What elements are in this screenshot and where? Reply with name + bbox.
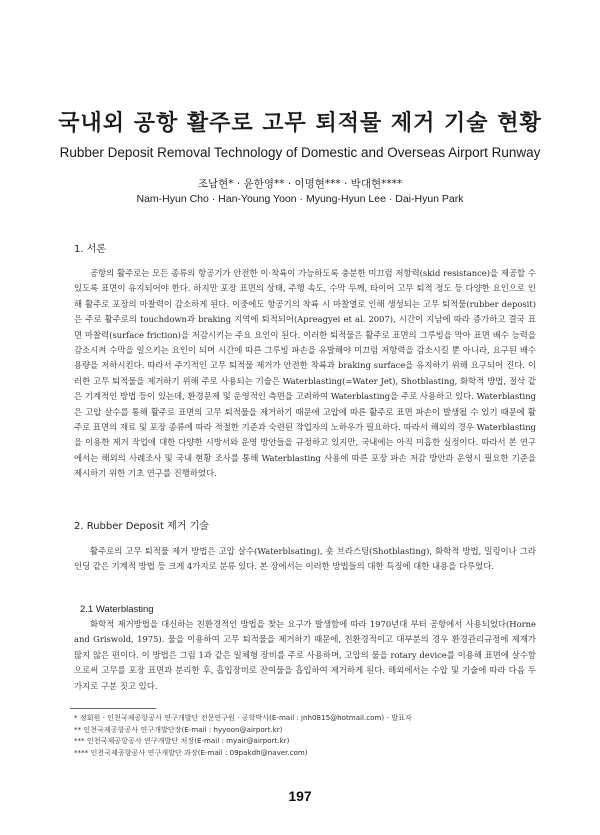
section-heading-rubber-removal: 2. Rubber Deposit 제거 기술 bbox=[74, 521, 209, 532]
footnote-4: **** 인천국제공항공사 연구개발단 과장(E-mail : 09pakdh@naver.com) bbox=[74, 747, 308, 757]
paper-title-english: Rubber Deposit Removal Technology of Domestic and Overseas Airport Runway bbox=[59, 145, 541, 160]
authors-english: Nam-Hyun Cho · Han-Young Yoon · Myung-Hyun Lee · Dai-Hyun Park bbox=[136, 193, 464, 205]
section-heading-introduction: 1. 서론 bbox=[74, 244, 107, 255]
footnotes bbox=[74, 712, 544, 758]
subsection-heading-waterblasting: 2.1 Waterblasting bbox=[80, 604, 154, 615]
waterblasting-paragraph: 화학적 제거방법을 대신하는 친환경적인 방법을 찾는 요구가 발생함에 따라 1970년대 부터 공항에서 사용되었다(Horne and Griswold, 1975). 물을 이용하여 고무 퇴적물을 제거하기 때문에, 친환경적이고 대부분의 경우 환경관리규정에 제재가 많지 않은 편이다. 이 방법은 그림 1과 같은 일체형 장비를 주로 사용하며, 고압의 물을 rotary device를 이용해 표면에 살수함으로써 고무를 포장 표면과 분리한 후, 흡입장비로 잔여물을 흡입하여 제거하게 된다. 해외에서는 수압 및 기술에 따라 다음 두 가지로 구분 짓고 있다. bbox=[74, 619, 536, 691]
footnote-1: * 정회원 · 인천국제공항공사 연구개발단 전문연구원 · 공학박사(E-mail : jnh0815@hotmail.com) - 발표자 bbox=[74, 713, 412, 722]
footnote-divider bbox=[70, 708, 156, 709]
introduction-paragraph: 공항의 활주로는 모든 종류의 항공기가 안전한 이·착륙이 가능하도록 충분한 미끄럼 저항력(skid resistance)을 제공할 수 있도록 표면이 유지되어야 한다. 하지만 포장 표면의 상태, 주행 속도, 수막 두께, 타이어 고무 퇴적 정도 등 다양한 요인으로 인해 활주로 포장의 마찰력이 감소하게 된다. 이중에도 항공기의 착륙 시 마찰열로 인해 생성되는 고무 퇴적물(rubber deposit)은 주로 활주로의 touchdown과 braking 지역에 퇴적되어(Apreagyei et al. 2007), 시간이 지남에 따라 증가하고 결국 표면 마찰력(surface friction)을 저감시키는 주요 요인이 된다. 이러한 퇴적물은 활주로 표면의 그루빙을 막아 표면 배수 능력을 감소시켜 수막을 일으키는 요인이 되며 시간에 따른 그루빙 파손을 유발해야 미끄럼 저항력을 감소시킬 뿐 아니라, 요구된 배수 용량을 저하시킨다. 따라서 주기적인 고무 퇴적물 제거가 안전한 착륙과 braking surface을 유지하기 위해 요구되어 진다. 이러한 고무 퇴적물을 제거하기 위해 주로 사용되는 기술은 Waterblasting(=Water Jet), Shotblasting, 화학적 방법, 절삭 같은 기계적인 방법 등이 있는데, 환경문제 및 운영적인 측면을 고려하여 Waterblasting을 주로 사용하고 있다. Waterblasting은 고압 살수를 통해 활주로 표면의 고무 퇴적물을 제거하기 때문에 고압에 따른 활주로 표면 파손이 발생될 수 있기 때문에 활주로 표면의 재료 및 포장 종류에 따라 적절한 기준과 숙련된 작업자의 노하우가 필요하다. 따라서 해외의 경우 Waterblasting을 이용한 제거 작업에 대한 다양한 시방서와 운영 방안들을 규정하고 있지만, 국내에는 아직 미흡한 실정이다. 따라서 본 연구에서는 해외의 사례조사 및 국내 현황 조사를 통해 Waterblasting 사용에 따른 포장 파손 저감 방안과 운영시 필요한 기준을 제시하기 위한 기초 연구를 진행하였다. bbox=[74, 268, 536, 479]
footnote-3: *** 인천국제공항공사 연구개발단 처장(E-mail : myair@airport.kr) bbox=[74, 736, 290, 746]
footnote-2: ** 인천국제공항공사 연구개발단장(E-mail : hyyoon@airport.kr) bbox=[74, 724, 283, 734]
authors-korean: 조남현* · 윤한영** · 이명현*** · 박대현**** bbox=[197, 178, 403, 190]
rubber-removal-paragraph: 활주로의 고무 퇴적물 제거 방법은 고압 살수(Waterblsating), 숏 브라스팅(Shotblasting), 화학적 방법, 밀링이나 그라인딩 같은 기계적 방법 등 크게 4가지로 분류 있다. 본 장에서는 이러한 방법들의 대한 특징에 대한 내용을 다루었다. bbox=[74, 546, 536, 572]
page-number: 197 bbox=[288, 788, 312, 804]
paper-title-korean: 국내외 공항 활주로 고무 퇴적물 제거 기술 현황 bbox=[58, 111, 542, 136]
